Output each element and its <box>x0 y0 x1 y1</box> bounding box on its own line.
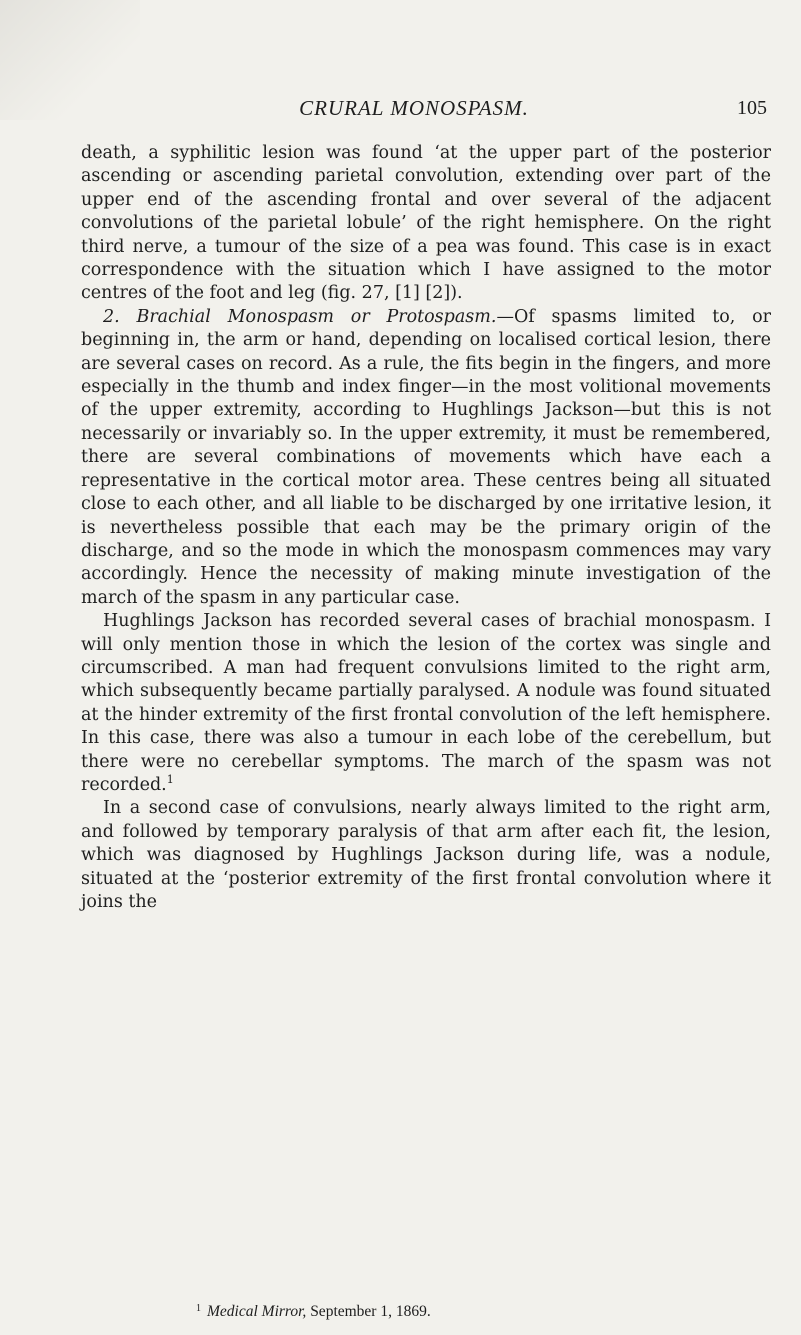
paragraph-text: —Of spasms limited to, or beginning in, the arm or hand, depending on localised cortical lesion, there are several cases on record. As a rule, the fits begin in the fingers, and more especially in the thumb and index finger—in the most volitional movements of the upper extremity, according to Hughlings Jackson—but this is not necessarily or invariably so. In the upper extremity, it must be remembered, there are several combinations of movements which have each a representative in the cortical motor area. These centres being all situated close to each other, and all liable to be discharged by one irritative lesion, it is nevertheless possible that each may be the primary origin of the discharge, and so the mode in which the monospasm commences may vary accordingly. Hence the necessity of making minute investigation of the march of the spasm in any particular case. <box>81 306 771 608</box>
footnote <box>196 1303 431 1321</box>
footnote-text: September 1, 1869. <box>306 1303 431 1320</box>
paragraph-brachial-monospasm <box>81 306 771 610</box>
body-text <box>81 142 771 914</box>
footnote-reference: 1 <box>166 773 174 787</box>
running-head: CRURAL MONOSPASM. <box>299 96 529 120</box>
paragraph-second-case: In a second case of convulsions, nearly always limited to the right arm, and followed by temporary paralysis of that arm after each fit, the lesion, which was diagnosed by Hughlings Jackson during life, was a nodule, situated at the ‘posterior extremity of the first frontal convolution where it joins the <box>81 798 771 912</box>
paragraph-continued: death, a syphilitic lesion was found ‘at the upper part of the posterior ascending or ascending parietal convolution, extending over part of the upper end of the ascending frontal and over several of the adjacent convolutions of the parietal lobule’ of the right hemisphere. On the right third nerve, a tumour of the size of a pea was found. This case is in exact correspondence with the situation which I have assigned to the motor centres of the foot and leg (fig. 27, [1] [2]). <box>81 143 771 304</box>
footnote-mark: 1 <box>196 1303 201 1314</box>
page-header <box>64 96 767 126</box>
footnote-journal: Medical Mirror, <box>207 1303 307 1320</box>
page-number: 105 <box>737 97 767 119</box>
paragraph-hughlings-jackson <box>81 610 771 797</box>
section-heading: 2. Brachial Monospasm or Protospasm. <box>103 306 497 327</box>
paragraph-text: Hughlings Jackson has recorded several cases of brachial monospasm. I will only mention those in which the lesion of the cortex was single and circumscribed. A man had frequent convulsions limited to the right arm, which subsequently became partially paralysed. A nodule was found situated at the hinder extremity of the first frontal convolution of the left hemisphere. In this case, there was also a tumour in each lobe of the cerebellum, but there were no cerebellar symptoms. The march of the spasm was not recorded. <box>81 611 771 795</box>
